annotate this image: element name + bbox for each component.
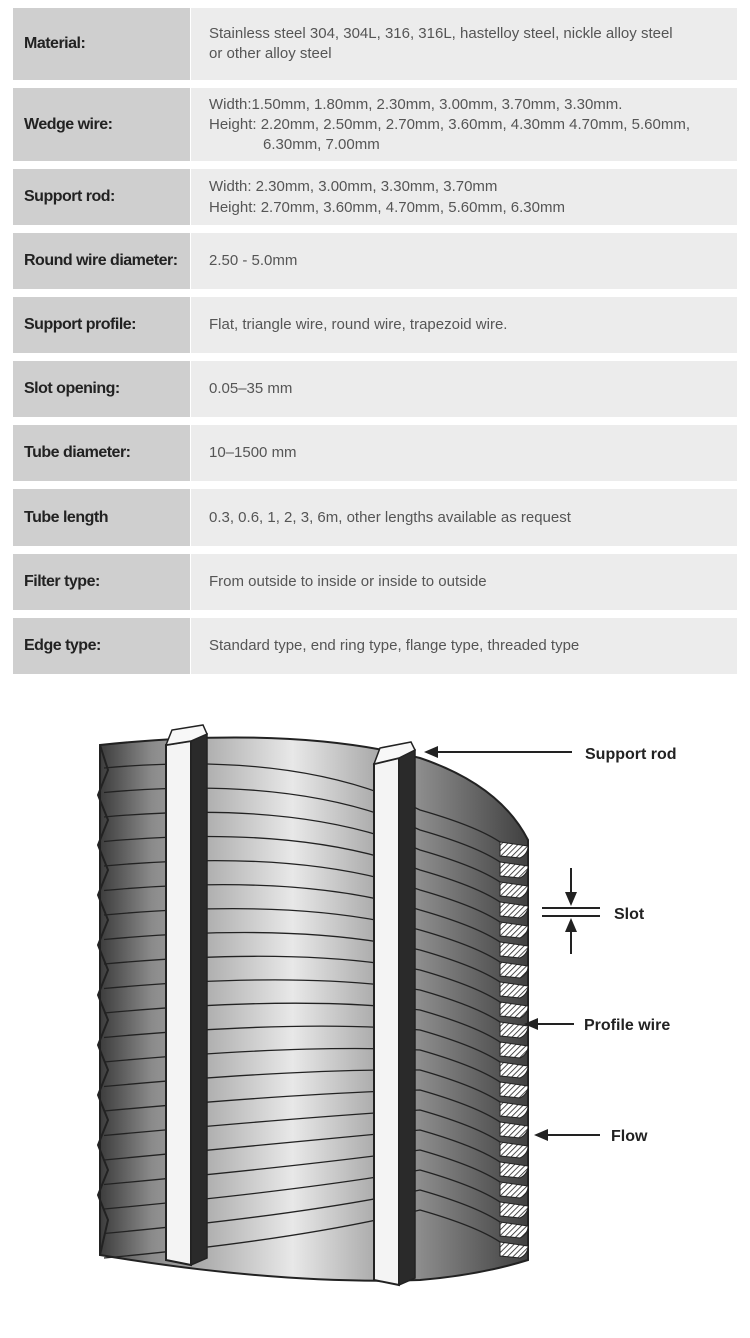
spec-table (13, 8, 737, 682)
support-rod-left (166, 725, 207, 1265)
spec-value-line: Flat, triangle wire, round wire, trapezoid wire. (209, 316, 508, 333)
profile-wire-label: Profile wire (584, 1017, 671, 1034)
spec-label: Filter type: (13, 554, 190, 610)
spec-label: Support rod: (13, 169, 190, 225)
support-rod-callout (424, 746, 677, 763)
spec-label: Tube diameter: (13, 425, 190, 481)
screen-cylinder (98, 737, 528, 1280)
spec-value-line: 0.3, 0.6, 1, 2, 3, 6m, other lengths available as request (209, 508, 571, 526)
flow-callout (534, 1128, 648, 1145)
spec-value-line: 0.05–35 mm (209, 380, 293, 397)
spec-value (191, 233, 737, 289)
slot-label: Slot (614, 906, 645, 923)
spec-row-round-wire-diameter (13, 233, 737, 289)
spec-value-line: Height: 2.70mm, 3.60mm, 4.70mm, 5.60mm, 6.30mm (209, 199, 565, 216)
spec-value (191, 8, 737, 80)
slot-callout (542, 868, 645, 954)
spec-value-line: From outside to inside or inside to outside (209, 573, 487, 590)
spec-row-tube-diameter (13, 425, 737, 481)
spec-label: Slot opening: (13, 361, 190, 417)
spec-row-edge-type (13, 618, 737, 674)
spec-value-line: Width:1.50mm, 1.80mm, 2.30mm, 3.00mm, 3.70mm, 3.30mm. (209, 95, 623, 113)
wedge-wire-screen-diagram (0, 700, 750, 1320)
spec-value-line: Standard type, end ring type, flange type, threaded type (209, 637, 580, 654)
spec-value (191, 489, 737, 546)
spec-value (191, 88, 737, 161)
spec-value-line: 2.50 - 5.0mm (209, 252, 298, 269)
profile-wire-callout (524, 1017, 670, 1034)
spec-row-support-profile (13, 297, 737, 353)
spec-value (191, 618, 737, 674)
spec-row-tube-length (13, 489, 737, 546)
support-rod-right (374, 742, 415, 1285)
spec-row-filter-type (13, 554, 737, 610)
spec-row-material (13, 8, 737, 80)
spec-value-line: Stainless steel 304, 304L, 316, 316L, hastelloy steel, nickle alloy steel (209, 25, 673, 42)
spec-row-wedge-wire (13, 88, 737, 161)
spec-row-slot-opening (13, 361, 737, 417)
spec-label: Support profile: (13, 297, 190, 353)
spec-label: Wedge wire: (13, 88, 190, 161)
spec-value (191, 297, 737, 353)
support-rod-label: Support rod (585, 746, 677, 763)
spec-value (191, 169, 737, 225)
spec-label: Edge type: (13, 618, 190, 674)
spec-value-line: 10–1500 mm (209, 444, 297, 461)
spec-label: Round wire diameter: (13, 233, 190, 289)
spec-label: Tube length (13, 489, 190, 546)
spec-label: Material: (13, 8, 190, 80)
spec-value (191, 425, 737, 481)
spec-value-line: 6.30mm, 7.00mm (263, 135, 380, 153)
spec-row-support-rod (13, 169, 737, 225)
spec-value (191, 554, 737, 610)
spec-value-line: or other alloy steel (209, 45, 332, 62)
spec-value (191, 361, 737, 417)
flow-label: Flow (611, 1128, 648, 1145)
spec-value-line: Width: 2.30mm, 3.00mm, 3.30mm, 3.70mm (209, 178, 498, 195)
spec-value-line: Height: 2.20mm, 2.50mm, 2.70mm, 3.60mm, 4.30mm 4.70mm, 5.60mm, (209, 115, 690, 133)
